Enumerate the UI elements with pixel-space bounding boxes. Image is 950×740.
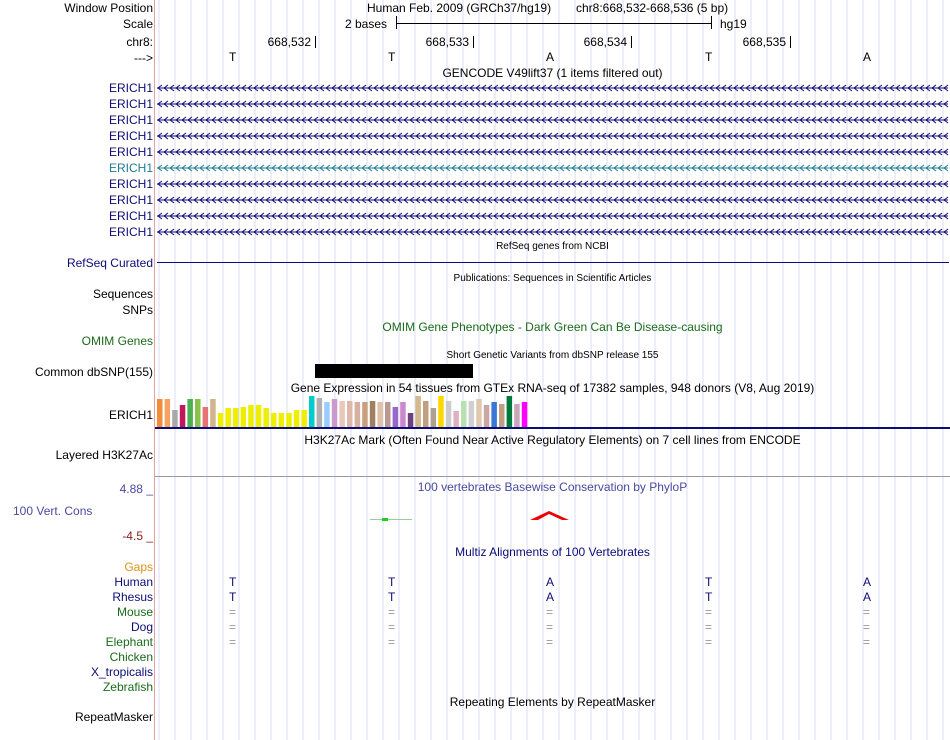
coordinate-tick xyxy=(315,36,316,48)
species-label[interactable]: Human xyxy=(114,575,153,589)
gtex-tissue-bar xyxy=(195,399,201,427)
publications-snps-label[interactable]: SNPs xyxy=(122,303,153,317)
alignment-base: A xyxy=(863,590,872,604)
coordinate-tick xyxy=(790,36,791,48)
gtex-tissue-bar xyxy=(294,410,300,427)
gencode-gene-label[interactable]: ERICH1 xyxy=(108,161,153,175)
gtex-tissue-bar xyxy=(461,401,467,427)
chr-label: chr8: xyxy=(126,35,153,49)
coordinate-label: 668,532 xyxy=(267,35,311,49)
alignment-base: = xyxy=(705,605,713,619)
alignment-base: A xyxy=(546,590,555,604)
alignment-base: T xyxy=(705,575,713,589)
gtex-tissue-bar xyxy=(210,399,216,427)
gencode-title: GENCODE V49lift37 (1 items filtered out) xyxy=(442,66,663,80)
alignment-base: T xyxy=(229,590,237,604)
gtex-tissue-bar xyxy=(446,401,452,427)
phylop-label[interactable]: 100 Vert. Cons xyxy=(13,504,93,518)
gtex-tissue-bar xyxy=(499,404,505,427)
coordinate-tick xyxy=(473,36,474,48)
repeatmasker-label[interactable]: RepeatMasker xyxy=(74,710,153,724)
window-position-label: Window Position xyxy=(64,1,153,15)
gtex-tissue-bar xyxy=(484,405,490,427)
alignment-base: T xyxy=(229,575,237,589)
gtex-tissue-bar xyxy=(491,402,497,427)
publications-title: Publications: Sequences in Scientific Articles xyxy=(453,273,652,284)
gtex-tissue-bar xyxy=(301,410,307,427)
gtex-tissue-bar xyxy=(370,401,376,427)
coordinate-label: 668,534 xyxy=(583,35,627,49)
scale-bases-text: 2 bases xyxy=(345,17,388,31)
gtex-title: Gene Expression in 54 tissues from GTEx RNA-seq of 17382 samples, 948 donors (V8, Aug 2019) xyxy=(290,381,815,395)
gencode-gene-label[interactable]: ERICH1 xyxy=(108,113,153,127)
gtex-tissue-bar xyxy=(165,399,171,427)
species-label[interactable]: Elephant xyxy=(105,635,153,649)
reference-base: A xyxy=(863,50,872,64)
dbsnp-title: Short Genetic Variants from dbSNP release 155 xyxy=(446,350,659,361)
gtex-tissue-bar xyxy=(271,413,277,427)
gencode-gene-label[interactable]: ERICH1 xyxy=(108,193,153,207)
alignment-base: A xyxy=(546,575,555,589)
gencode-gene-label[interactable]: ERICH1 xyxy=(108,97,153,111)
gtex-tissue-bar xyxy=(347,401,353,427)
species-label[interactable]: Mouse xyxy=(116,605,153,619)
gtex-tissue-bar xyxy=(332,399,338,427)
gtex-tissue-bar xyxy=(187,399,193,427)
gtex-tissue-bar xyxy=(469,401,475,427)
phylop-max-label: 4.88 _ xyxy=(119,482,153,496)
gtex-tissue-bar xyxy=(453,411,459,427)
multiz-title: Multiz Alignments of 100 Vertebrates xyxy=(455,545,650,559)
coordinate-label: 668,535 xyxy=(742,35,786,49)
gtex-tissue-bar xyxy=(241,407,247,427)
omim-title: OMIM Gene Phenotypes - Dark Green Can Be Disease-causing xyxy=(382,320,723,334)
refseq-title: RefSeq genes from NCBI xyxy=(496,241,609,252)
gtex-tissue-bar xyxy=(180,405,186,427)
omim-label[interactable]: OMIM Genes xyxy=(81,334,153,348)
alignment-base: T xyxy=(388,575,396,589)
gtex-tissue-bar xyxy=(423,401,429,427)
phylop-min-label: -4.5 _ xyxy=(122,529,153,543)
gtex-tissue-bar xyxy=(317,398,323,427)
position-text: chr8:668,532-668,536 (5 bp) xyxy=(576,1,729,15)
gtex-tissue-bar xyxy=(309,396,315,427)
multiz-gaps-label: Gaps xyxy=(124,560,153,574)
gtex-tissue-bar xyxy=(279,413,285,427)
gtex-tissue-bar xyxy=(172,410,178,427)
species-label[interactable]: Chicken xyxy=(109,650,153,664)
reference-base: T xyxy=(388,50,396,64)
alignment-base: = xyxy=(388,605,396,619)
repeatmasker-title: Repeating Elements by RepeatMasker xyxy=(449,695,656,709)
gtex-tissue-bar xyxy=(476,399,482,427)
scale-bar xyxy=(396,23,711,24)
scale-label: Scale xyxy=(122,17,153,31)
h3k27ac-baseline xyxy=(155,476,950,477)
coordinate-label: 668,533 xyxy=(425,35,469,49)
gtex-tissue-bar xyxy=(431,408,437,427)
species-label[interactable]: X_tropicalis xyxy=(90,665,153,679)
refseq-gene-line[interactable] xyxy=(157,262,949,263)
scale-db-text: hg19 xyxy=(720,17,747,31)
gencode-gene-label[interactable]: ERICH1 xyxy=(108,145,153,159)
gtex-tissue-bar xyxy=(263,408,269,427)
gtex-tissue-bar xyxy=(522,402,528,427)
alignment-base: = xyxy=(705,635,713,649)
gtex-tissue-bar xyxy=(400,402,406,427)
gtex-tissue-bar xyxy=(362,402,368,427)
reference-base: T xyxy=(229,50,237,64)
gencode-gene-label[interactable]: ERICH1 xyxy=(108,177,153,191)
reference-base: T xyxy=(705,50,713,64)
alignment-base: T xyxy=(705,590,713,604)
gtex-tissue-bar xyxy=(286,413,292,427)
strand-arrow-label: ---> xyxy=(134,51,153,65)
gtex-tissue-bar xyxy=(507,396,512,427)
gtex-tissue-bar xyxy=(157,399,163,427)
gtex-tissue-bar xyxy=(377,402,383,427)
coordinate-tick xyxy=(631,36,632,48)
gtex-tissue-bar xyxy=(355,402,361,427)
gtex-tissue-bar xyxy=(438,396,444,427)
alignment-base: = xyxy=(546,605,554,619)
alignment-base: = xyxy=(388,620,396,634)
species-label[interactable]: Rhesus xyxy=(112,590,153,604)
gtex-tissue-bar xyxy=(514,404,520,427)
reference-base: A xyxy=(546,50,555,64)
alignment-base: = xyxy=(705,620,713,634)
gtex-tissue-bar xyxy=(385,402,391,427)
alignment-base: A xyxy=(863,575,872,589)
h3k27ac-label[interactable]: Layered H3K27Ac xyxy=(55,448,153,462)
gtex-tissue-bar xyxy=(256,405,261,427)
species-label[interactable]: Zebrafish xyxy=(102,680,153,694)
alignment-base: = xyxy=(388,635,396,649)
gtex-tissue-bar xyxy=(408,413,414,427)
phylop-title: 100 vertebrates Basewise Conservation by PhyloP xyxy=(417,480,688,494)
assembly-text: Human Feb. 2009 (GRCh37/hg19) xyxy=(367,1,552,15)
gencode-gene-label[interactable]: ERICH1 xyxy=(108,81,153,95)
gtex-tissue-bar xyxy=(225,408,231,427)
gencode-gene-models[interactable] xyxy=(155,80,950,240)
alignment-base: = xyxy=(546,635,554,649)
alignment-base: = xyxy=(229,635,237,649)
phylop-signal xyxy=(155,508,950,528)
gtex-gene-label[interactable]: ERICH1 xyxy=(108,408,153,422)
gtex-tissue-bar xyxy=(324,402,330,427)
publications-sequences-label[interactable]: Sequences xyxy=(92,287,153,301)
scale-bar-right xyxy=(711,16,712,29)
alignment-base: = xyxy=(863,635,871,649)
gtex-tissue-bar xyxy=(393,407,399,427)
alignment-base: = xyxy=(229,620,237,634)
alignment-base: T xyxy=(388,590,396,604)
gtex-tissue-bar xyxy=(415,396,421,427)
alignment-base: = xyxy=(863,620,871,634)
dbsnp-variant-block[interactable] xyxy=(315,364,473,378)
gtex-tissue-bar xyxy=(218,413,224,427)
h3k27ac-title: H3K27Ac Mark (Often Found Near Active Regulatory Elements) on 7 cell lines from ENCODE xyxy=(304,433,801,447)
gtex-tissue-bar xyxy=(203,407,209,427)
alignment-base: = xyxy=(863,605,871,619)
refseq-label[interactable]: RefSeq Curated xyxy=(66,256,153,270)
gtex-baseline xyxy=(155,427,950,429)
gtex-tissue-bar xyxy=(233,408,239,427)
gtex-expression-bars[interactable] xyxy=(155,396,950,430)
alignment-base: = xyxy=(546,620,554,634)
gencode-gene-label[interactable]: ERICH1 xyxy=(108,225,153,239)
dbsnp-label[interactable]: Common dbSNP(155) xyxy=(34,365,153,379)
alignment-base: = xyxy=(229,605,237,619)
species-label[interactable]: Dog xyxy=(130,620,153,634)
gencode-gene-label[interactable]: ERICH1 xyxy=(108,209,153,223)
gtex-tissue-bar xyxy=(339,401,345,427)
gtex-tissue-bar xyxy=(248,405,254,427)
gencode-gene-label[interactable]: ERICH1 xyxy=(108,129,153,143)
